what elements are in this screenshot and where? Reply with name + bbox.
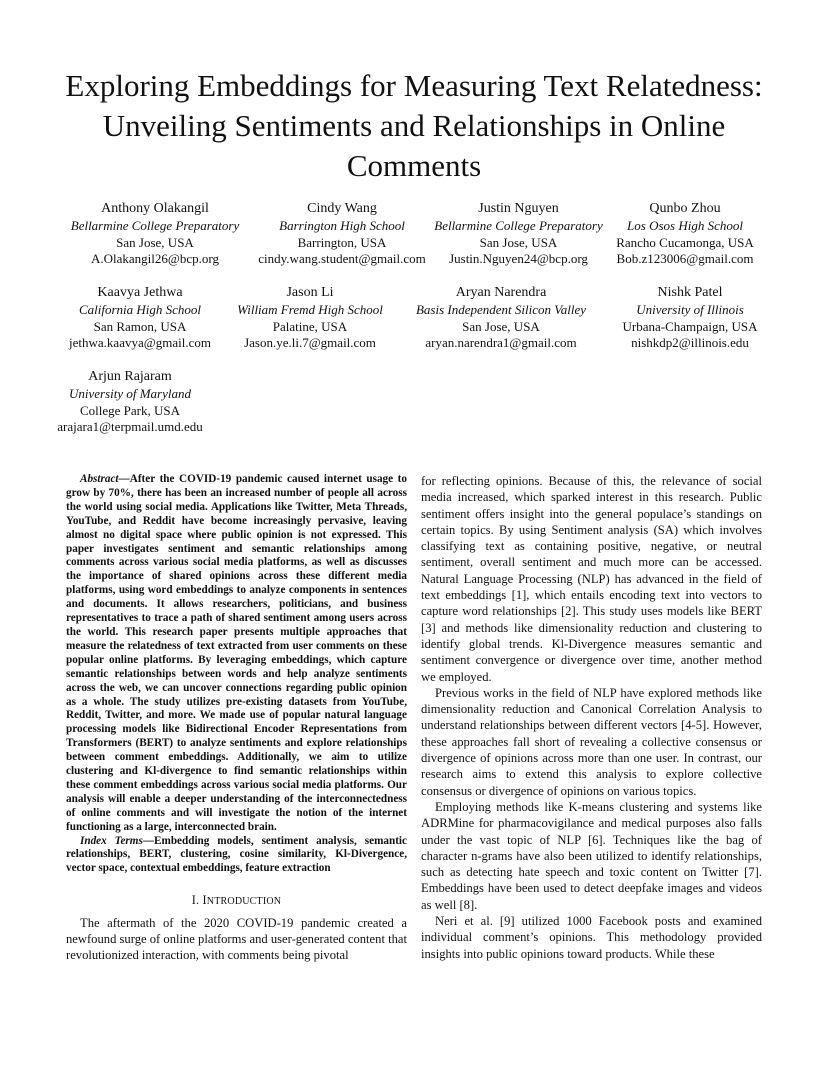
section-first-letter: I	[202, 893, 207, 908]
body-paragraph: Previous works in the field of NLP have explored methods like dimensionality reduction and Canonical Correlation Analysis to understand relationships between different vectors [4-5]. However, these approaches fall short of revealing a collective consensus or divergence of opinions across more than one user. In contrast, our research aims to extend this analysis to explore collective consensus or divergence of opinions on various topics.	[421, 685, 762, 798]
section-numeral: I.	[191, 893, 200, 908]
author-email: jethwa.kaavya@gmail.com	[69, 335, 211, 351]
author-name: Kaavya Jethwa	[97, 285, 183, 300]
author-name: Anthony Olakangil	[101, 201, 209, 216]
left-column	[66, 473, 407, 963]
author-affiliation: Los Osos High School	[627, 217, 743, 233]
author-email: aryan.narendra1@gmail.com	[425, 335, 577, 351]
author-location: San Jose, USA	[116, 234, 194, 250]
section-rest: NTRODUCTION	[206, 896, 282, 908]
author-block	[416, 201, 621, 268]
paper-title: Exploring Embeddings for Measuring Text Relatedness: Unveiling Sentiments and Relationships in Online Comments	[65, 68, 763, 183]
author-email: Jason.ye.li.7@gmail.com	[244, 335, 376, 351]
intro-paragraph: The aftermath of the 2020 COVID-19 pandemic created a newfound surge of online platforms and user-generated content that revolutionized interaction, with comments being pivotal	[66, 915, 407, 963]
author-affiliation: Barrington High School	[279, 217, 405, 233]
author-affiliation: University of Illinois	[636, 301, 744, 317]
author-affiliation: Bellarmine College Preparatory	[434, 217, 603, 233]
author-affiliation: California High School	[78, 301, 202, 317]
abstract-lead: Abstract	[80, 473, 119, 485]
author-affiliation: University of Maryland	[68, 385, 192, 401]
index-terms-lead: Index Terms	[80, 834, 143, 847]
author-location: Urbana-Champaign, USA	[622, 318, 758, 334]
author-location: Palatine, USA	[272, 318, 348, 334]
author-location: Barrington, USA	[297, 234, 387, 250]
body-paragraph: for reflecting opinions. Because of this, the relevance of social media increased, which sparked interest in this research. Public sentiment offers insight into the general populace’s standings on certain topics. By using Sentiment analysis (SA) which involves classifying text as containing positive, negative, or neutral sentiment, overall sentiment and much more can be accessed. Natural Language Processing (NLP) has advanced in the field of text embeddings [1], which entails encoding text into vectors to capture word relationships [2]. This study uses models like BERT [3] and methods like dimensionality reduction and clustering to identify global trends. Kl-Divergence measures semantic and sentiment convergence or divergence over time, another method we employed.	[421, 474, 762, 684]
author-block	[401, 285, 601, 352]
author-location: San Jose, USA	[479, 234, 558, 250]
author-name: Aryan Narendra	[455, 285, 547, 300]
index-terms	[66, 835, 407, 877]
author-name: Cindy Wang	[307, 201, 377, 216]
abstract	[66, 473, 407, 835]
author-location: San Jose, USA	[462, 318, 540, 334]
index-terms-text: —Embedding models, sentiment analysis, semantic relationships, BERT, clustering, cosine similarity, Kl-Divergence, vector space, contextual embeddings, feature extraction	[66, 834, 407, 875]
section-heading	[66, 892, 407, 910]
author-block	[220, 285, 400, 352]
author-name: Qunbo Zhou	[649, 201, 721, 216]
author-affiliation: Basis Independent Silicon Valley	[415, 301, 587, 317]
author-block	[600, 201, 770, 268]
author-name: Jason Li	[286, 285, 334, 300]
author-block	[600, 285, 780, 352]
author-block	[40, 285, 240, 352]
author-location: Rancho Cucamonga, USA	[616, 234, 754, 250]
author-location: College Park, USA	[79, 402, 181, 418]
author-affiliation: Bellarmine College Preparatory	[70, 217, 240, 233]
author-name: Justin Nguyen	[478, 201, 559, 216]
author-location: San Ramon, USA	[93, 318, 187, 334]
right-column	[421, 473, 762, 962]
author-email: Bob.z123006@gmail.com	[616, 251, 754, 267]
body-paragraph: Employing methods like K-means clustering and systems like ADRMine for pharmacovigilance and medical purposes also falls under the vast topic of NLP [6]. Techniques like the bag of character n-grams have also been utilized to identify relationships, such as detecting hate speech and toxic content on Twitter [7]. Embeddings have been used to detect deepfake images and videos as well [8].	[421, 799, 762, 912]
body-paragraph: Neri et al. [9] utilized 1000 Facebook posts and examined individual comment’s opinions. This methodology provided insights into public opinions toward products. While these	[421, 914, 762, 961]
abstract-text: —After the COVID-19 pandemic caused internet usage to grow by 70%, there has been an increased number of people all across the world using social media. Applications like Twitter, Meta Threads, YouTube, and Reddit have become increasingly pervasive, leaving almost no digital space where public opinion is not expressed. This paper investigates sentiment and semantic relationships among comments across various social media platforms, as well as discusses the importance of shared opinions across these different media platforms, using word embeddings to analyze components in sentences and documents. It allows researchers, politicians, and business representatives to trace a path of shared sentiment among users across the world. This research paper presents multiple approaches that measure the relatedness of text extracted from user comments on these popular online platforms. By leveraging embeddings, which capture semantic relationships between words and help analyze sentiments across the web, we can uncover connections regarding public opinion as a whole. The study utilizes pre-existing datasets from YouTube, Reddit, Twitter, and more. We made use of popular natural language processing models like Bidirectional Encoder Representations from Transformers (BERT) to analyze sentiments and explore relationships between comment embeddings. Additionally, we aim to utilize clustering and Kl-divergence to find semantic relationships within these comment embeddings across various social media platforms. Our analysis will enable a deeper understanding of the interconnectedness of online comments and will investigate the notion of the internet functioning as a large, interconnected brain.	[66, 473, 407, 833]
author-email: A.Olakangil26@bcp.org	[91, 251, 219, 267]
author-affiliation: William Fremd High School	[237, 301, 383, 317]
author-name: Arjun Rajaram	[88, 369, 172, 384]
author-email: arajara1@terpmail.umd.edu	[57, 419, 203, 435]
author-block	[55, 201, 255, 268]
author-email: Justin.Nguyen24@bcp.org	[449, 251, 588, 267]
author-name: Nishk Patel	[657, 285, 723, 300]
author-email: cindy.wang.student@gmail.com	[258, 251, 426, 267]
author-block	[40, 369, 220, 436]
author-email: nishkdp2@illinois.edu	[631, 335, 749, 351]
